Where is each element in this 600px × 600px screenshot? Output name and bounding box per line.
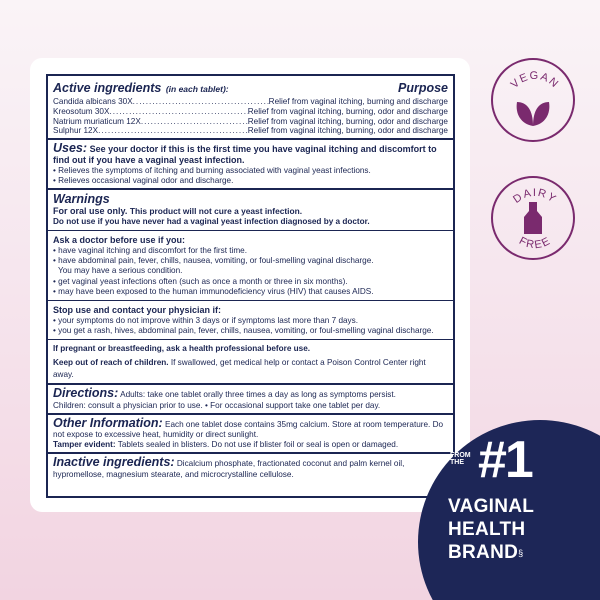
ingredient-row: Kreosotum 30X ..... Relief from vaginal itching, burning, odor and discharge [53, 107, 448, 117]
svg-text:FREE: FREE [516, 234, 554, 252]
ask-bullet: • may have been exposed to the human immunodeficiency virus (HIV) that causes AIDS. [53, 286, 374, 296]
directions-section: Directions: Adults: take one tablet orally three times a day as long as symptoms persist. Children: consult a physician prior to use. • For occasional support take one tablet per day. [48, 385, 453, 414]
ingredient-row: Candida albicans 30X ..... Relief from vaginal itching, burning and discharge [53, 97, 448, 107]
directions-children: Children: consult a physician prior to use. • For occasional support take one tablet per day. [53, 400, 381, 410]
uses-bullet: • Relieves occasional vaginal odor and discharge. [53, 175, 234, 185]
purpose-heading: Purpose [397, 81, 448, 95]
uses-title: Uses: [53, 141, 88, 156]
warnings-title: Warnings [53, 192, 110, 207]
other-title: Other Information: [53, 415, 163, 430]
uses-lead: See your doctor if this is the first time you have vaginal itching and discomfort to find out if you have a vaginal yeast infection. [53, 144, 437, 165]
inactive-title: Inactive ingredients: [53, 455, 175, 470]
stop-bullet: • your symptoms do not improve within 3 days or if symptoms last more than 7 days. [53, 315, 359, 325]
vegan-badge [491, 58, 575, 142]
milk-bottle-icon [522, 201, 544, 235]
svg-text:DAIRY: DAIRY [511, 186, 559, 206]
uses-section [48, 140, 453, 190]
ingredient-row: Natrium muriaticum 12X ..... Relief from vaginal itching, burning, odor and discharge [53, 117, 448, 127]
ask-doctor-title: Ask a doctor before use if you: [53, 235, 186, 246]
dairy-free-badge [491, 176, 575, 260]
directions-title: Directions: [53, 386, 119, 401]
active-ingredients-section [48, 76, 453, 140]
drug-facts-panel [46, 74, 455, 498]
badge-line-health: HEALTH [448, 519, 526, 540]
warnings-section: Warnings For oral use only. This product will not cure a yeast infection. Do not use if you have never had a vaginal yeast infection diagnosed by a doctor. Ask a doctor before use if you: • have vaginal itching and discomfort for the first time. • have abdominal pain, fever, chills, nausea, vomiting, or foul-smelling vaginal discharge. You may have a serious condition. • get vaginal yeast infections often (such as once a month or three in six months). • may have been exposed to the human immunodeficiency virus (HIV) that causes AIDS. Stop use and contact your physician if: • your symptoms do not improve within 3 days or if symptoms last more than 7 days. • you get a rash, hives, abdominal pain, fever, chills, nausea, vomiting, or foul-smelling vaginal discharge. If pregnant or breastfeeding, ask a health professional before use. Keep out of reach of children. If swallowed, get medical help or contact a Poison Control Center right away. [48, 190, 453, 385]
from-the-label: FROM THE [450, 452, 471, 466]
never-use-warning: Do not use if you have never had a vaginal yeast infection diagnosed by a doctor. [53, 216, 370, 226]
ingredient-row: Sulphur 12X ..... Relief from vaginal itching, burning, odor and discharge [53, 126, 448, 136]
leaf-icon [513, 96, 553, 128]
tamper-evident-label: Tamper evident: [53, 440, 116, 450]
stop-use-title: Stop use and contact your physician if: [53, 305, 222, 315]
number-one: #1 [478, 431, 532, 489]
uses-bullet: • Relieves the symptoms of itching and burning associated with vaginal yeast infections. [53, 165, 371, 175]
svg-text:VEGAN: VEGAN [508, 69, 562, 91]
oral-use: For oral use only. [53, 206, 128, 217]
badge-line-vaginal: VAGINAL [448, 496, 535, 517]
ask-bullet: • get vaginal yeast infections often (such as once a month or three in six months). [53, 276, 348, 286]
ask-bullet: • have vaginal itching and discomfort for the first time. [53, 245, 247, 255]
active-title: Active ingredients [53, 81, 162, 95]
ask-bullet: • have abdominal pain, fever, chills, nausea, vomiting, or foul-smelling vaginal discharge. [53, 256, 374, 266]
active-subtitle: (in each tablet): [165, 84, 229, 94]
other-information-section: Other Information: Each one tablet dose contains 35mg calcium. Store at room temperature. Do not expose to excessive heat, humidity or direct sunlight. Tamper evident: Tablets sealed in blisters. Do not use if blister foil or seal is open or damaged. [48, 415, 453, 455]
ask-note: You may have a serious condition. [58, 266, 183, 276]
stop-bullet: • you get a rash, hives, abdominal pain, fever, chills, nausea, vomiting, or foul-smelling vaginal discharge. [53, 326, 434, 335]
footnote-mark: § [518, 548, 524, 558]
keep-out-warning: Keep out of reach of children. [53, 358, 169, 368]
pregnancy-warning: If pregnant or breastfeeding, ask a health professional before use. [53, 344, 311, 354]
badge-line-brand: BRAND§ [448, 542, 524, 563]
inactive-ingredients-section: Inactive ingredients: Dicalcium phosphate, fractionated coconut and palm kernel oil, hypromellose, magnesium stearate, and microcrystalline cellulose. [53, 455, 405, 479]
